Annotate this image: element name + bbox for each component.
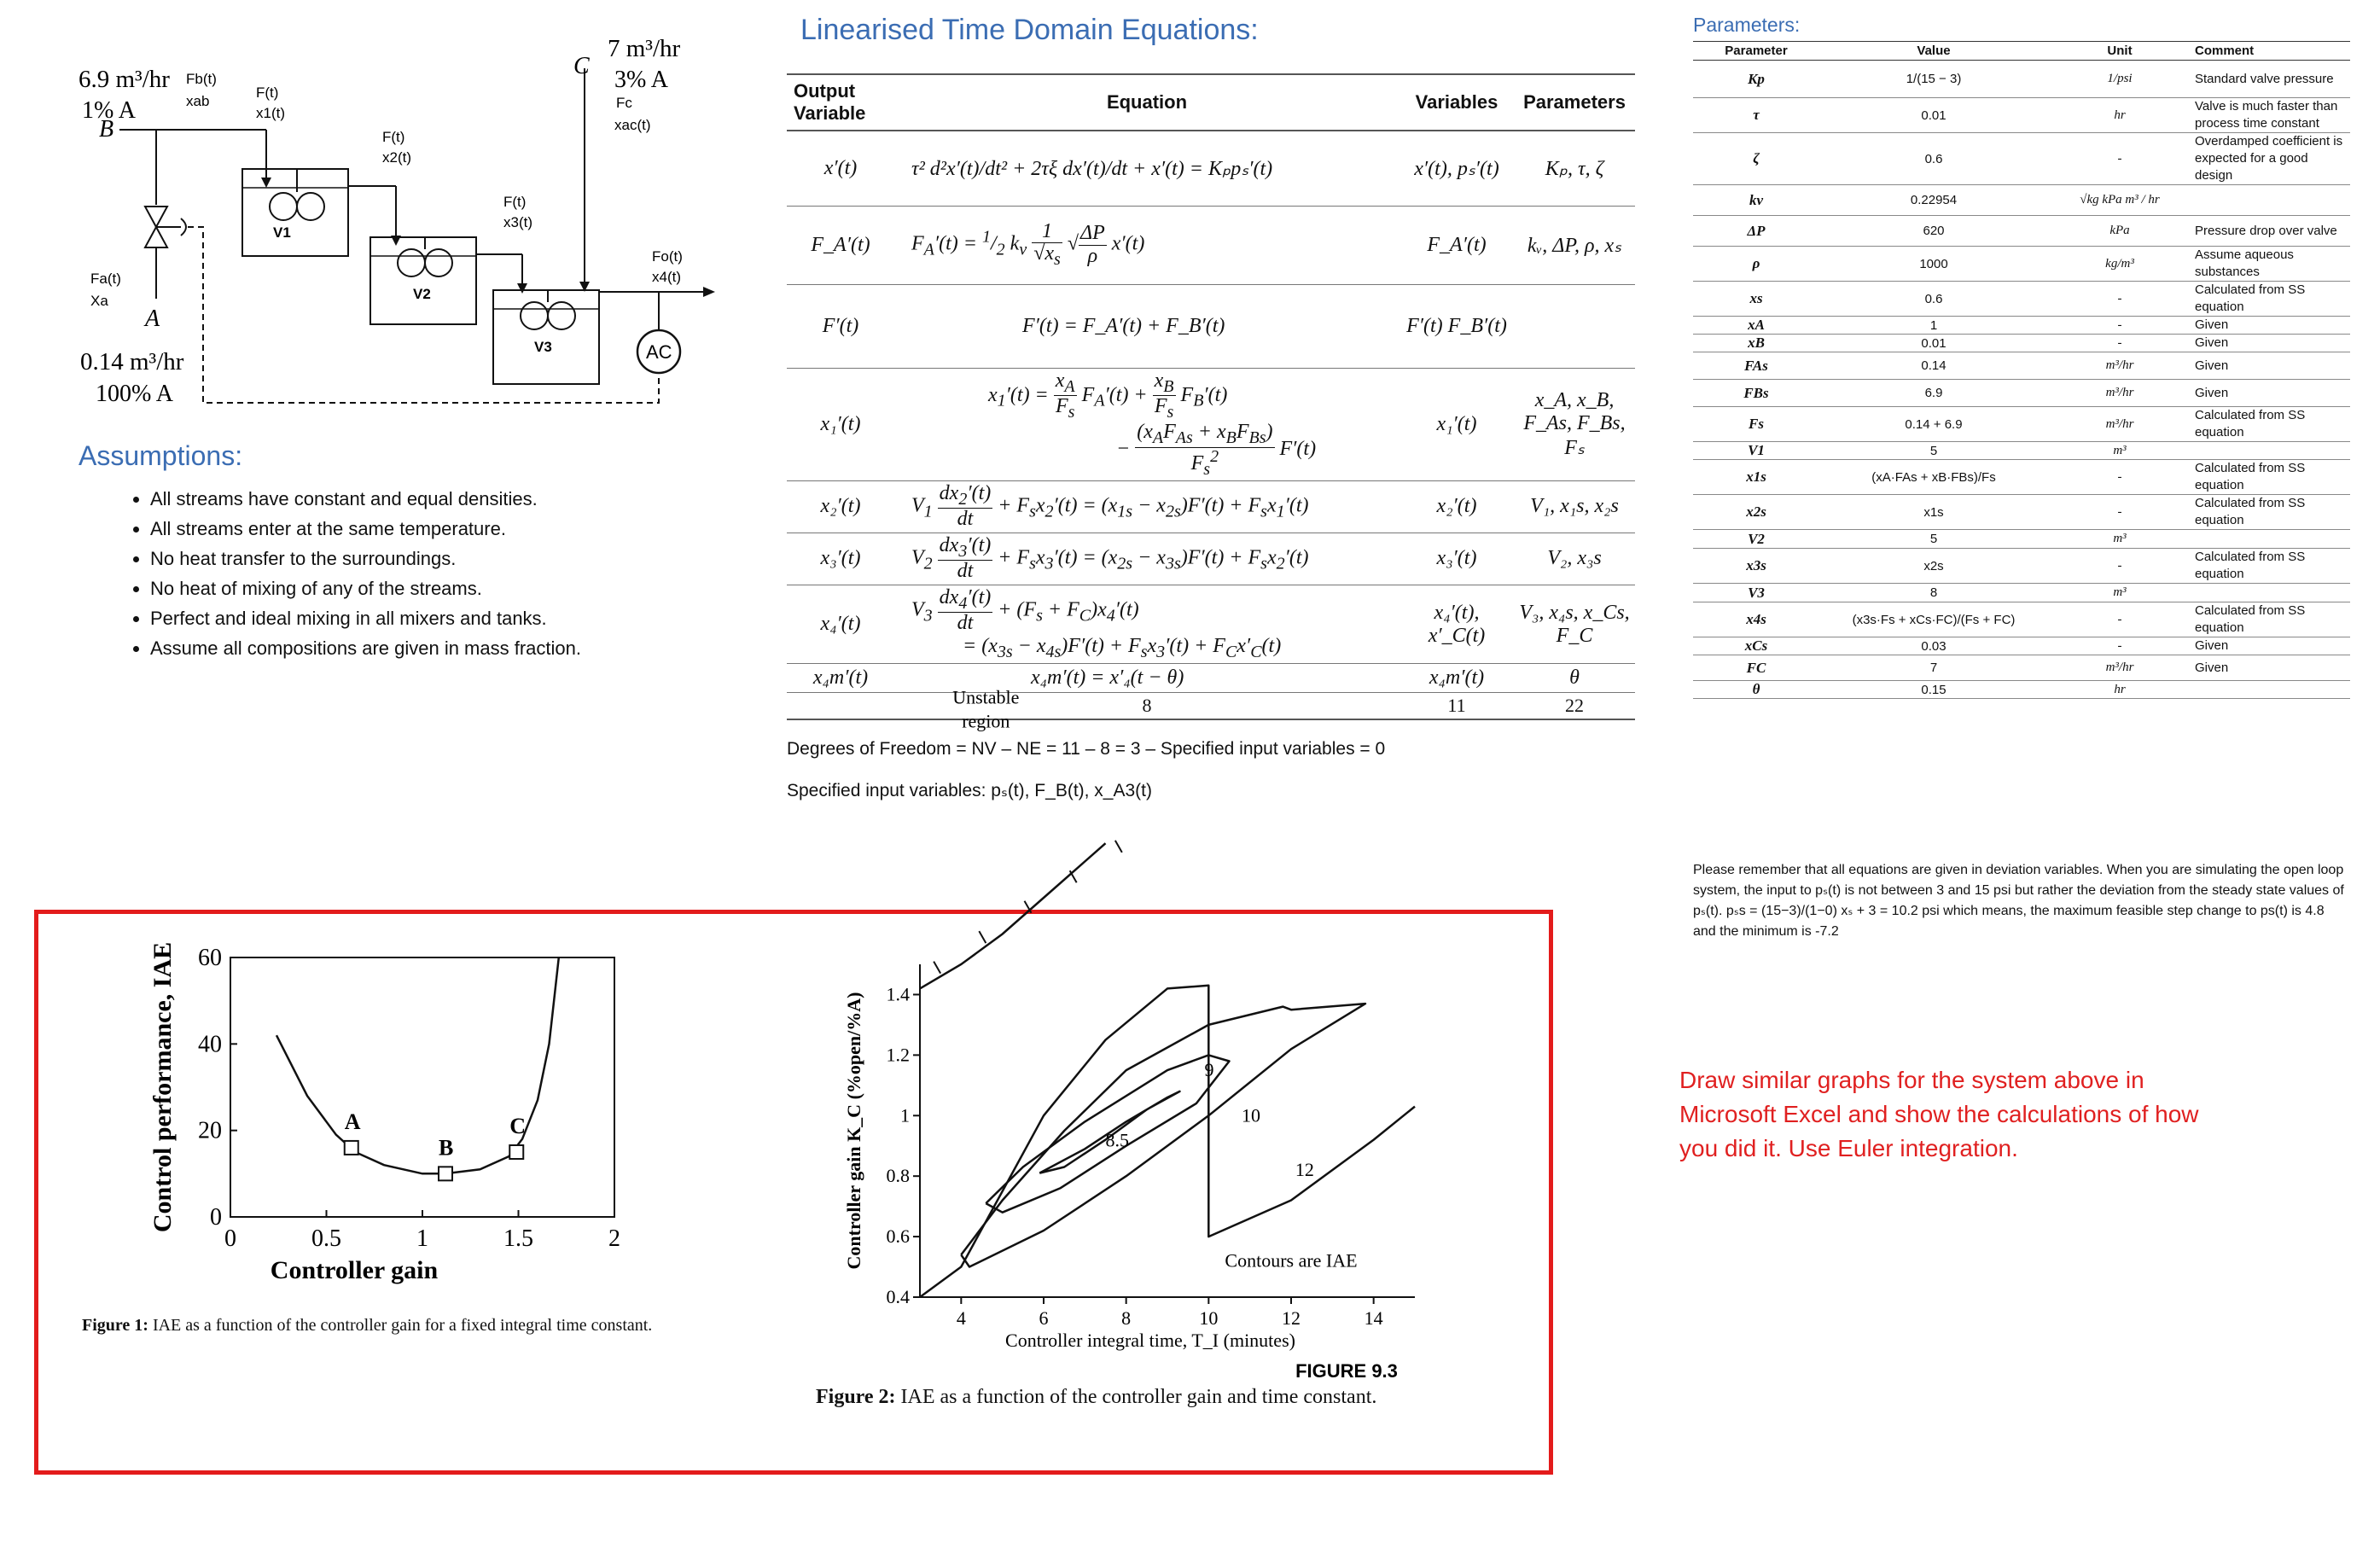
parameters-cell: V₂, x₃s bbox=[1514, 533, 1635, 585]
y-axis-label: Control performance, IAE bbox=[148, 941, 177, 1233]
param-comment: Calculated from SS equation bbox=[2191, 282, 2350, 317]
stream-c-name: C bbox=[573, 53, 590, 79]
marker-point bbox=[345, 1141, 358, 1155]
x4-label: x4(t) bbox=[652, 269, 681, 285]
process-diagram bbox=[51, 17, 759, 418]
param-name: x4s bbox=[1693, 602, 1819, 637]
x-tick-label: 10 bbox=[1199, 1307, 1219, 1329]
param-unit: - bbox=[2048, 602, 2191, 637]
param-value: 0.03 bbox=[1819, 637, 2048, 655]
equations-table bbox=[787, 73, 1635, 720]
table-row bbox=[1693, 133, 2350, 185]
col-header: Parameters bbox=[1514, 74, 1635, 131]
unstable-region-label: Unstable bbox=[952, 686, 1020, 708]
param-name: x2s bbox=[1693, 495, 1819, 530]
unstable-region-label: region bbox=[962, 710, 1010, 732]
controller-label: AC bbox=[646, 341, 672, 363]
table-row bbox=[1693, 352, 2350, 380]
param-name: FBs bbox=[1693, 380, 1819, 407]
stream-b-name: B bbox=[99, 116, 114, 143]
param-comment: Valve is much faster than process time constant bbox=[2191, 98, 2350, 133]
param-value: (x3s·Fs + xCs·FC)/(Fs + FC) bbox=[1819, 602, 2048, 637]
total-parameters: 22 bbox=[1514, 693, 1635, 720]
output-cell: F_A′(t) bbox=[787, 206, 894, 284]
point-label: A bbox=[344, 1109, 361, 1134]
param-value: 0.6 bbox=[1819, 282, 2048, 317]
valve-bottom bbox=[145, 227, 167, 247]
list-item: • All streams enter at the same temperature. bbox=[150, 514, 761, 544]
xa-label: Xa bbox=[90, 293, 108, 309]
fc-label: Fc bbox=[616, 95, 632, 111]
tank-v3-label: V3 bbox=[534, 339, 552, 355]
output-cell: x₂′(t) bbox=[787, 480, 894, 533]
parameters-cell: θ bbox=[1514, 664, 1635, 693]
variables-cell: F_A′(t) bbox=[1399, 206, 1514, 284]
param-unit: - bbox=[2048, 335, 2191, 352]
figure-1-chart bbox=[119, 930, 734, 1306]
param-name: ρ bbox=[1693, 247, 1819, 282]
table-row bbox=[1693, 282, 2350, 317]
table-row bbox=[1693, 407, 2350, 442]
param-comment: Given bbox=[2191, 317, 2350, 335]
variables-cell: x₄m′(t) bbox=[1399, 664, 1514, 693]
parameters-cell bbox=[1514, 284, 1635, 368]
table-row bbox=[1693, 247, 2350, 282]
table-row bbox=[787, 131, 1635, 206]
param-name: x1s bbox=[1693, 460, 1819, 495]
figure-source-label: FIGURE 9.3 bbox=[1295, 1360, 1398, 1382]
table-row bbox=[1693, 584, 2350, 602]
parameters-cell: kᵥ, ΔP, ρ, xₛ bbox=[1514, 206, 1635, 284]
param-value: 1000 bbox=[1819, 247, 2048, 282]
list-item: • All streams have constant and equal densities. bbox=[150, 484, 761, 514]
table-row bbox=[1693, 530, 2350, 549]
param-value: 620 bbox=[1819, 216, 2048, 247]
param-unit: m³ bbox=[2048, 530, 2191, 549]
list-item: • Assume all compositions are given in mass fraction. bbox=[150, 633, 761, 663]
output-cell: x′(t) bbox=[787, 131, 894, 206]
degrees-of-freedom: Degrees of Freedom = NV – NE = 11 – 8 = 3 – Specified input variables = 0 bbox=[787, 739, 1386, 759]
param-comment: Given bbox=[2191, 380, 2350, 407]
table-row bbox=[787, 206, 1635, 284]
param-comment: Calculated from SS equation bbox=[2191, 549, 2350, 584]
table-row bbox=[1693, 637, 2350, 655]
equation-cell: τ² d²x′(t)/dt² + 2τξ dx′(t)/dt + x′(t) = Kₚpₛ′(t) bbox=[894, 131, 1399, 206]
table-row bbox=[1693, 185, 2350, 216]
table-row bbox=[1693, 602, 2350, 637]
x1-label: x1(t) bbox=[256, 105, 285, 121]
param-comment: Calculated from SS equation bbox=[2191, 407, 2350, 442]
param-unit: kg/m³ bbox=[2048, 247, 2191, 282]
param-name: xCs bbox=[1693, 637, 1819, 655]
param-comment bbox=[2191, 584, 2350, 602]
tank-v1-label: V1 bbox=[273, 224, 291, 241]
point-label: C bbox=[509, 1114, 527, 1138]
plot-frame bbox=[230, 957, 614, 1217]
param-name: V2 bbox=[1693, 530, 1819, 549]
equation-cell: $F_A'(t) = ^1/_2$ $k_v$ $\frac{1}{√x_s}$ √ $\frac{\Delta P}{\rho}$ x′(t) bbox=[894, 206, 1399, 284]
figure-2-caption-text: IAE as a function of the controller gain and time constant. bbox=[900, 1386, 1377, 1408]
list-item: • No heat of mixing of any of the streams. bbox=[150, 573, 761, 603]
table-row bbox=[1693, 317, 2350, 335]
col-header: Unit bbox=[2048, 42, 2191, 61]
param-value: 0.14 + 6.9 bbox=[1819, 407, 2048, 442]
process-flow-diagram bbox=[51, 17, 759, 418]
iae-curve bbox=[276, 957, 559, 1173]
figure-1-caption bbox=[82, 1314, 722, 1336]
param-name: Kp bbox=[1693, 61, 1819, 98]
param-unit: m³/hr bbox=[2048, 352, 2191, 380]
y-axis-label: Controller gain K_C (%open/%A) bbox=[843, 992, 864, 1270]
param-name: θ bbox=[1693, 681, 1819, 699]
figure-1-caption-text: IAE as a function of the controller gain for a fixed integral time constant. bbox=[152, 1316, 653, 1335]
table-row bbox=[1693, 61, 2350, 98]
figure-1-caption-label: Figure 1: bbox=[82, 1316, 148, 1335]
col-header: Equation bbox=[894, 74, 1399, 131]
table-row bbox=[1693, 380, 2350, 407]
output-cell: x₄′(t) bbox=[787, 585, 894, 664]
output-cell: x₃′(t) bbox=[787, 533, 894, 585]
param-unit: - bbox=[2048, 317, 2191, 335]
variables-cell: x′(t), pₛ′(t) bbox=[1399, 131, 1514, 206]
equation-cell: x₄m′(t) = x′₄(t − θ) bbox=[894, 664, 1399, 693]
y-tick-label: 20 bbox=[198, 1117, 222, 1144]
iae-contour bbox=[961, 1004, 1365, 1266]
param-unit: - bbox=[2048, 282, 2191, 317]
contour-label: 10 bbox=[1242, 1104, 1260, 1126]
y-tick-label: 1.4 bbox=[886, 983, 910, 1005]
f1-label: F(t) bbox=[256, 84, 279, 101]
param-unit: kPa bbox=[2048, 216, 2191, 247]
y-tick-label: 1 bbox=[900, 1104, 910, 1126]
x-tick-label: 4 bbox=[956, 1307, 966, 1329]
hatch-mark bbox=[1115, 841, 1122, 853]
table-row bbox=[787, 368, 1635, 480]
x2-label: x2(t) bbox=[382, 149, 411, 166]
parameters-cell: Kₚ, τ, ζ bbox=[1514, 131, 1635, 206]
table-row bbox=[787, 284, 1635, 368]
deviation-note: Please remember that all equations are given in deviation variables. When you are simulating the open loop system, the input to pₛ(t) is not between 3 and 15 psi but rather the deviation from the steady state values of pₛ(t). pₛs = (15−3)/(1−0) xₛ + 3 = 10.2 psi which means, the maximum feasible step change to ps(t) is 4.8 and the minimum is -7.2 bbox=[1693, 863, 2344, 939]
param-value: (xA·FAs + xB·FBs)/Fs bbox=[1819, 460, 2048, 495]
xac-label: xac(t) bbox=[614, 117, 651, 133]
stream-a-flow: 0.14 m³/hr bbox=[80, 348, 184, 375]
x-tick-label: 0 bbox=[224, 1225, 236, 1252]
table-row bbox=[787, 664, 1635, 693]
stream-a-comp: 100% A bbox=[96, 381, 173, 407]
param-comment bbox=[2191, 681, 2350, 699]
param-value: 1/(15 − 3) bbox=[1819, 61, 2048, 98]
tank-v2-label: V2 bbox=[413, 286, 431, 302]
table-row bbox=[1693, 655, 2350, 681]
param-unit: - bbox=[2048, 460, 2191, 495]
col-header: Value bbox=[1819, 42, 2048, 61]
table-row bbox=[787, 585, 1635, 664]
table-row bbox=[1693, 495, 2350, 530]
param-comment: Overdamped coefficient is expected for a good design bbox=[2191, 133, 2350, 185]
stream-c-comp: 3% A bbox=[614, 67, 668, 93]
col-header: Variables bbox=[1399, 74, 1514, 131]
param-unit: 1/psi bbox=[2048, 61, 2191, 98]
specified-inputs: Specified input variables: pₛ(t), F_B(t), x_A3(t) bbox=[787, 781, 1152, 800]
x-tick-label: 0.5 bbox=[311, 1225, 341, 1252]
assumptions-title: Assumptions: bbox=[79, 440, 243, 471]
param-comment: Given bbox=[2191, 352, 2350, 380]
param-name: V1 bbox=[1693, 442, 1819, 460]
param-value: 0.01 bbox=[1819, 98, 2048, 133]
equation-cell: $V_3$ $\frac{dx_4'(t)}{dt}$ + $(F_s + F_C)x_4'(t)$ = $(x_{3s} - x_{4s})F'(t) + F_sx_3'(t) + F_Cx'_C(t)$ bbox=[894, 585, 1399, 664]
param-unit: hr bbox=[2048, 681, 2191, 699]
output-cell: x₁′(t) bbox=[787, 368, 894, 480]
marker-point bbox=[509, 1145, 523, 1159]
variables-cell: x₁′(t) bbox=[1399, 368, 1514, 480]
param-value: 6.9 bbox=[1819, 380, 2048, 407]
table-row bbox=[1693, 98, 2350, 133]
assumptions-section bbox=[79, 440, 761, 663]
assumptions-list bbox=[79, 484, 761, 663]
param-comment: Given bbox=[2191, 637, 2350, 655]
table-row bbox=[1693, 681, 2350, 699]
output-cell: F′(t) bbox=[787, 284, 894, 368]
param-value: 0.6 bbox=[1819, 133, 2048, 185]
xab-label: xab bbox=[186, 93, 210, 109]
col-header: Output Variable bbox=[787, 74, 894, 131]
param-name: x3s bbox=[1693, 549, 1819, 584]
param-comment: Calculated from SS equation bbox=[2191, 460, 2350, 495]
list-item: • No heat transfer to the surroundings. bbox=[150, 544, 761, 573]
y-tick-label: 60 bbox=[198, 945, 222, 971]
param-unit: √kg kPa m³ / hr bbox=[2048, 185, 2191, 216]
table-row bbox=[1693, 442, 2350, 460]
param-value: 7 bbox=[1819, 655, 2048, 681]
table-row bbox=[1693, 335, 2350, 352]
y-tick-label: 40 bbox=[198, 1031, 222, 1058]
totals-row bbox=[787, 693, 1635, 720]
parameters-cell: x_A, x_B, F_As, F_Bs, Fₛ bbox=[1514, 368, 1635, 480]
stream-a-name: A bbox=[145, 306, 160, 332]
x-tick-label: 8 bbox=[1121, 1307, 1132, 1329]
y-tick-label: 0.6 bbox=[886, 1225, 910, 1248]
parameters-body bbox=[1693, 61, 2350, 699]
param-comment: Standard valve pressure bbox=[2191, 61, 2350, 98]
parameters-table bbox=[1693, 41, 2350, 699]
parameters-title: Parameters: bbox=[1693, 14, 1801, 36]
equation-cell: $V_1$ $\frac{dx_2'(t)}{dt}$ + $F_sx_2'(t) = (x_{1s} - x_{2s})F'(t) + F_sx_1'(t)$ bbox=[894, 480, 1399, 533]
parameters-cell: V₃, x₄s, x_Cs, F_C bbox=[1514, 585, 1635, 664]
variables-cell: x₄′(t), x′_C(t) bbox=[1399, 585, 1514, 664]
equations-title: Linearised Time Domain Equations: bbox=[800, 14, 1259, 46]
stream-b-flow: 6.9 m³/hr bbox=[79, 66, 170, 93]
param-value: 1 bbox=[1819, 317, 2048, 335]
variables-cell: F′(t) F_B′(t) bbox=[1399, 284, 1514, 368]
fo-label: Fo(t) bbox=[652, 248, 683, 265]
param-value: 0.01 bbox=[1819, 335, 2048, 352]
param-comment: Pressure drop over valve bbox=[2191, 216, 2350, 247]
param-unit: - bbox=[2048, 133, 2191, 185]
param-comment bbox=[2191, 530, 2350, 549]
x3-label: x3(t) bbox=[503, 214, 532, 230]
f3-label: F(t) bbox=[503, 194, 527, 210]
figure-2-caption bbox=[816, 1386, 1567, 1409]
param-unit: m³/hr bbox=[2048, 407, 2191, 442]
param-value: x1s bbox=[1819, 495, 2048, 530]
param-unit: - bbox=[2048, 549, 2191, 584]
param-unit: m³/hr bbox=[2048, 655, 2191, 681]
y-tick-label: 1.2 bbox=[886, 1044, 910, 1066]
figure-2-caption-label: Figure 2: bbox=[816, 1386, 896, 1408]
col-header: Parameter bbox=[1693, 42, 1819, 61]
param-unit: m³ bbox=[2048, 584, 2191, 602]
valve-top bbox=[145, 207, 167, 227]
contours-note: Contours are IAE bbox=[1225, 1249, 1358, 1272]
param-comment: Given bbox=[2191, 335, 2350, 352]
y-tick-label: 0.8 bbox=[886, 1165, 910, 1187]
param-unit: - bbox=[2048, 637, 2191, 655]
param-value: 5 bbox=[1819, 442, 2048, 460]
fb-label: Fb(t) bbox=[186, 71, 217, 87]
hatch-mark bbox=[934, 962, 940, 974]
param-name: xA bbox=[1693, 317, 1819, 335]
contour-label: 8.5 bbox=[1105, 1129, 1129, 1151]
x-tick-label: 1.5 bbox=[503, 1225, 533, 1252]
param-value: 8 bbox=[1819, 584, 2048, 602]
param-name: ζ bbox=[1693, 133, 1819, 185]
param-unit: hr bbox=[2048, 98, 2191, 133]
param-unit: m³/hr bbox=[2048, 380, 2191, 407]
x-axis-label: Controller integral time, T_I (minutes) bbox=[1005, 1330, 1295, 1351]
contour-label: 9 bbox=[1204, 1059, 1214, 1081]
marker-point bbox=[439, 1167, 452, 1180]
param-value: 0.22954 bbox=[1819, 185, 2048, 216]
f2-label: F(t) bbox=[382, 129, 405, 145]
param-comment: Assume aqueous substances bbox=[2191, 247, 2350, 282]
x-tick-label: 12 bbox=[1282, 1307, 1301, 1329]
equation-cell: $V_2$ $\frac{dx_3'(t)}{dt}$ + $F_sx_3'(t) = (x_{2s} - x_{3s})F'(t) + F_sx_2'(t)$ bbox=[894, 533, 1399, 585]
stream-c-flow: 7 m³/hr bbox=[608, 35, 681, 62]
param-name: FAs bbox=[1693, 352, 1819, 380]
param-name: xB bbox=[1693, 335, 1819, 352]
param-name: ΔP bbox=[1693, 216, 1819, 247]
param-value: 5 bbox=[1819, 530, 2048, 549]
param-name: V3 bbox=[1693, 584, 1819, 602]
variables-cell: x₃′(t) bbox=[1399, 533, 1514, 585]
x-tick-label: 6 bbox=[1039, 1307, 1049, 1329]
contour-label: 12 bbox=[1295, 1159, 1314, 1181]
x-tick-label: 1 bbox=[416, 1225, 428, 1252]
total-variables: 11 bbox=[1399, 693, 1514, 720]
y-tick-label: 0.4 bbox=[886, 1286, 910, 1307]
variables-cell: x₂′(t) bbox=[1399, 480, 1514, 533]
param-unit: - bbox=[2048, 495, 2191, 530]
equation-cell: F′(t) = F_A′(t) + F_B′(t) bbox=[894, 284, 1399, 368]
param-name: xs bbox=[1693, 282, 1819, 317]
col-header: Comment bbox=[2191, 42, 2350, 61]
param-comment: Given bbox=[2191, 655, 2350, 681]
param-comment: Calculated from SS equation bbox=[2191, 495, 2350, 530]
x-axis-label: Controller gain bbox=[270, 1256, 439, 1284]
equation-cell: $x_1'(t)$ = $\frac{x_A}{F_s}$ $F_A'(t)$ + $\frac{x_B}{F_s}$ $F_B'(t)$ − $\frac{(x_AF_{As} + x_BF_{Bs})}{F_s^2}$ F′(t) bbox=[894, 368, 1399, 480]
output-cell: x₄m′(t) bbox=[787, 664, 894, 693]
param-value: 0.15 bbox=[1819, 681, 2048, 699]
param-name: kv bbox=[1693, 185, 1819, 216]
parameters-cell: V₁, x₁s, x₂s bbox=[1514, 480, 1635, 533]
task-instruction: Draw similar graphs for the system above in Microsoft Excel and show the calculations of how you did it. Use Euler integration. bbox=[1679, 1067, 2199, 1161]
param-unit: m³ bbox=[2048, 442, 2191, 460]
table-row bbox=[1693, 216, 2350, 247]
param-value: x2s bbox=[1819, 549, 2048, 584]
y-tick-label: 0 bbox=[210, 1204, 222, 1231]
total-equations: 8 bbox=[894, 693, 1399, 720]
table-row bbox=[787, 480, 1635, 533]
table-row bbox=[1693, 460, 2350, 495]
table-row bbox=[787, 533, 1635, 585]
param-comment bbox=[2191, 442, 2350, 460]
param-name: τ bbox=[1693, 98, 1819, 133]
param-value: 0.14 bbox=[1819, 352, 2048, 380]
stream-b-comp: 1% A bbox=[82, 97, 136, 124]
param-name: FC bbox=[1693, 655, 1819, 681]
list-item: • Perfect and ideal mixing in all mixers and tanks. bbox=[150, 603, 761, 633]
param-comment bbox=[2191, 185, 2350, 216]
point-label: B bbox=[439, 1135, 454, 1161]
table-row bbox=[1693, 549, 2350, 584]
param-name: Fs bbox=[1693, 407, 1819, 442]
param-comment: Calculated from SS equation bbox=[2191, 602, 2350, 637]
x-tick-label: 2 bbox=[608, 1225, 620, 1252]
fa-label: Fa(t) bbox=[90, 271, 121, 287]
x-tick-label: 14 bbox=[1364, 1307, 1383, 1329]
